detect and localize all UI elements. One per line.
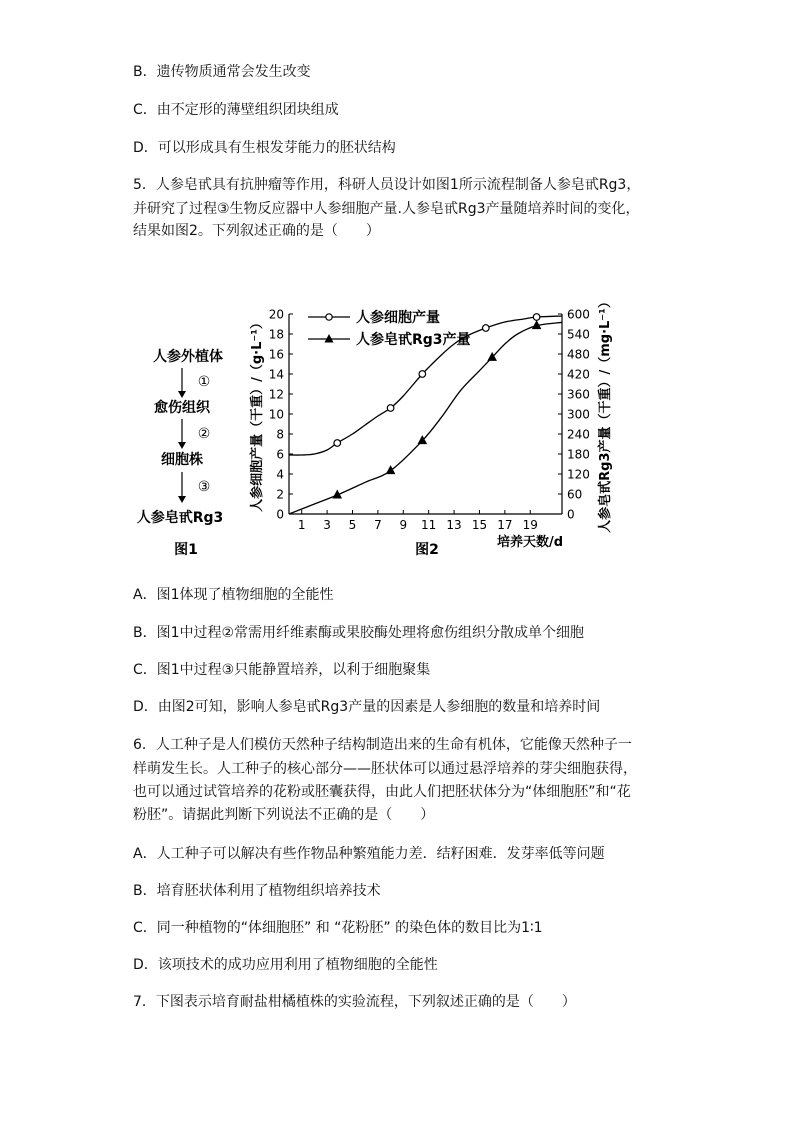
q5-option-c: C．图1中过程③只能静置培养，以利于细胞聚集 — [133, 662, 431, 678]
flow-arrowhead-2 — [178, 442, 186, 449]
flow-arrowhead-3 — [178, 496, 186, 503]
figure-svg — [130, 288, 630, 558]
flow-step-cell-line: 细胞株 — [161, 452, 203, 468]
q5-line-3: 结果如图2。下列叙述正确的是（ ） — [133, 223, 380, 239]
y-left-tick-label: 14 — [268, 367, 284, 382]
y-right-tick-label: 360 — [567, 387, 590, 402]
flow-step-callus: 愈伤组织 — [154, 400, 210, 416]
flow-arrowhead-1 — [178, 391, 186, 398]
flow-step-explant: 人参外植体 — [153, 349, 223, 365]
data-point-cells — [387, 405, 394, 412]
y-left-tick-label: 20 — [268, 307, 284, 322]
q6-option-c: C．同一种植物的“体细胞胚” 和 “花粉胚” 的染色体的数目比为1∶1 — [133, 920, 543, 936]
x-tick-label: 9 — [399, 518, 408, 532]
option-c: C．由不定形的薄壁组织团块组成 — [133, 102, 339, 118]
q5-option-b: B．图1中过程②常需用纤维素酶或果胶酶处理将愈伤组织分散成单个细胞 — [133, 625, 585, 641]
y-right-tick-label: 300 — [567, 407, 590, 422]
option-b: B．遗传物质通常会发生改变 — [133, 64, 311, 80]
y-left-tick-label: 0 — [276, 507, 284, 522]
data-point-cells — [419, 371, 426, 378]
legend-label-rg3: 人参皂甙Rg3产量 — [356, 332, 471, 348]
legend-marker-triangle — [325, 334, 334, 343]
y-axis-right-label: 人参皂甙Rg3产量（干重）/（mg·L⁻¹） — [598, 295, 613, 533]
x-tick-label: 15 — [471, 518, 488, 532]
y-left-tick-label: 8 — [276, 427, 284, 442]
data-point-cells — [334, 440, 341, 447]
q6-option-a: A．人工种子可以解决有些作物品种繁殖能力差．结籽困难．发芽率低等问题 — [133, 846, 605, 862]
y-left-tick-label: 16 — [268, 347, 284, 362]
q5-line-2: 并研究了过程③生物反应器中人参细胞产量.人参皂甙Rg3产量随培养时间的变化， — [133, 201, 640, 217]
y-right-tick-label: 480 — [567, 347, 590, 362]
y-left-tick-label: 12 — [268, 387, 284, 402]
q5-line-1: 5．人参皂甙具有抗肿瘤等作用，科研人员设计如图1所示流程制备人参皂甙Rg3， — [133, 177, 641, 193]
q6-line-4: 粉胚”。请据此判断下列说法不正确的是（ ） — [133, 807, 435, 823]
q6-line-3: 也可以通过试管培养的花粉或胚囊获得，由此人们把胚状体分为“体细胞胚”和“花 — [133, 784, 631, 800]
q6-option-b: B．培育胚状体利用了植物组织培养技术 — [133, 883, 381, 899]
x-tick-label: 13 — [446, 518, 462, 532]
figure-group — [130, 288, 630, 562]
y-right-tick-label: 420 — [567, 367, 590, 382]
y-left-tick-label: 18 — [268, 327, 284, 342]
y-left-tick-label: 4 — [276, 467, 284, 482]
y-right-tick-label: 180 — [567, 447, 590, 462]
x-tick-label: 1 — [297, 518, 306, 532]
option-d: D．可以形成具有生根发芽能力的胚状结构 — [133, 140, 396, 156]
flow-arrow-label-1: ① — [197, 374, 211, 390]
y-left-tick-label: 6 — [276, 447, 284, 462]
x-tick-label: 19 — [522, 518, 538, 532]
figure2-chart — [249, 295, 613, 558]
legend-marker-circle — [326, 314, 332, 320]
q7-line-1: 7．下图表示培育耐盐柑橘植株的实验流程，下列叙述正确的是（ ） — [133, 994, 576, 1010]
q6-option-d: D．该项技术的成功应用利用了植物细胞的全能性 — [133, 957, 438, 973]
y-right-tick-label: 240 — [567, 427, 590, 442]
series-line-rg3 — [289, 322, 562, 514]
x-tick-label: 3 — [323, 518, 331, 532]
chart-legend — [308, 309, 471, 348]
q6-line-1: 6．人工种子是人们模仿天然种子结构制造出来的生命有机体，它能像天然种子一 — [133, 737, 632, 753]
data-point-cells — [533, 314, 540, 321]
y-right-tick-label: 120 — [567, 467, 590, 482]
x-tick-label: 11 — [421, 518, 437, 532]
data-point-cells — [483, 325, 490, 332]
flow-arrow-label-3: ③ — [197, 479, 211, 495]
figure1-caption: 图1 — [174, 542, 198, 558]
data-point-rg3 — [386, 465, 396, 474]
y-left-tick-label: 10 — [268, 407, 284, 422]
y-right-tick-label: 60 — [567, 487, 583, 502]
y-right-tick-label: 600 — [567, 307, 590, 322]
legend-label-cells: 人参细胞产量 — [356, 310, 440, 326]
y-right-tick-label: 540 — [567, 327, 590, 342]
q6-line-2: 样萌发生长。人工种子的核心部分——胚状体可以通过悬浮培养的芽尖细胞获得， — [133, 761, 637, 777]
x-axis-label: 培养天数/d — [496, 535, 564, 550]
x-tick-label: 5 — [348, 518, 357, 532]
y-left-tick-label: 2 — [276, 487, 284, 502]
flow-arrow-label-2: ② — [197, 426, 211, 442]
y-axis-left-label: 人参细胞产量（干重）/（g·L⁻¹） — [250, 316, 265, 512]
flow-step-rg3: 人参皂甙Rg3 — [136, 510, 224, 526]
q5-option-a: A．图1体现了植物细胞的全能性 — [133, 587, 334, 603]
x-tick-label: 17 — [497, 518, 513, 532]
figure2-caption: 图2 — [415, 542, 439, 558]
figure1-flowchart — [137, 348, 224, 558]
q5-option-d: D．由图2可知，影响人参皂甙Rg3产量的因素是人参细胞的数量和培养时间 — [133, 699, 601, 715]
y-right-tick-label: 0 — [567, 507, 575, 522]
x-tick-label: 7 — [374, 518, 382, 532]
